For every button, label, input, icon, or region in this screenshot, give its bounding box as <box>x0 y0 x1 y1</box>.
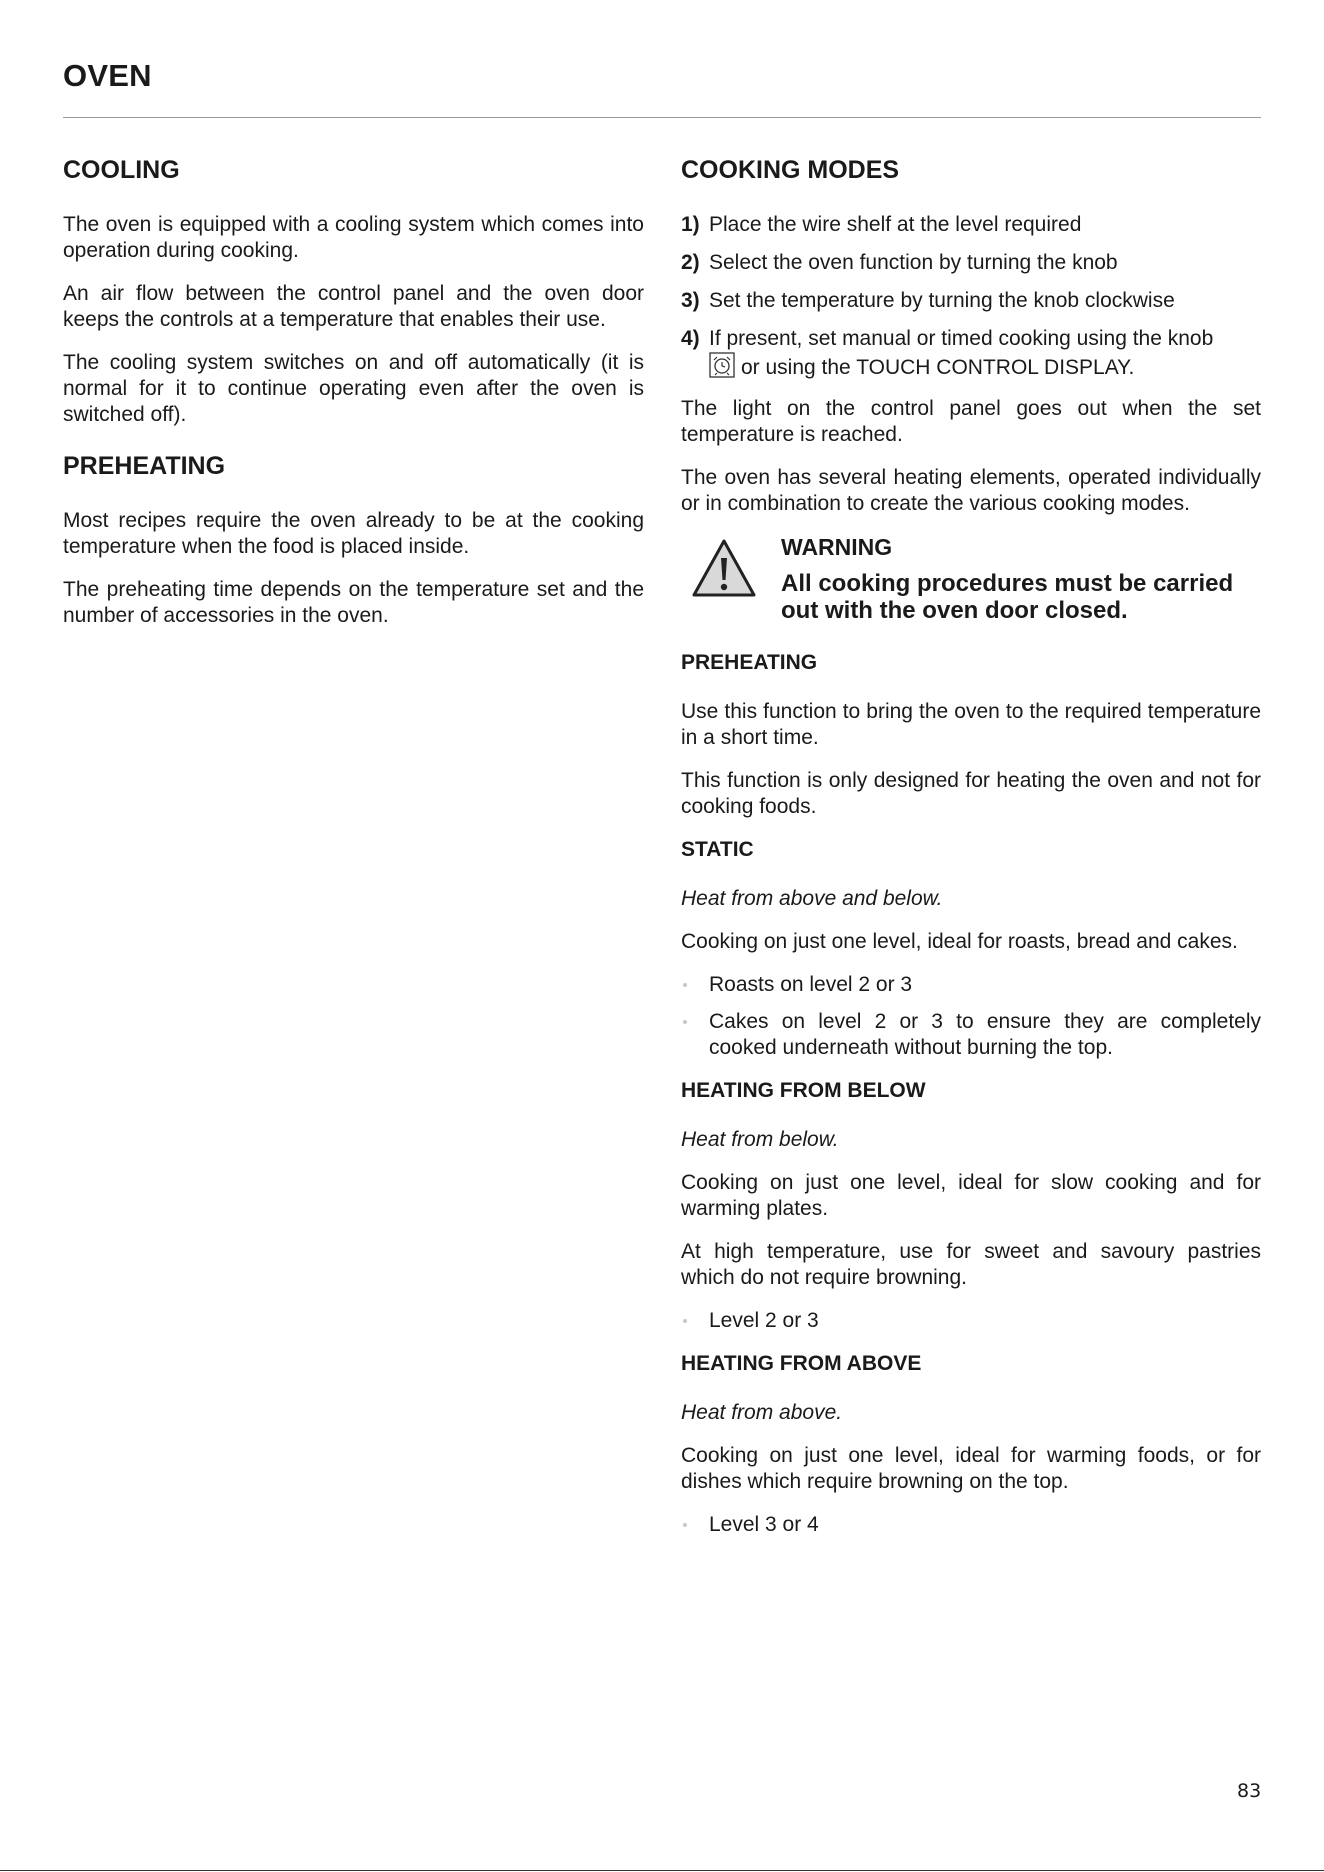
heating-below-bullets <box>681 1308 1261 1334</box>
preheating-heading: PREHEATING <box>63 452 226 480</box>
cooling-heading: COOLING <box>63 156 180 184</box>
warning-box <box>681 534 1261 630</box>
heating-below-paragraph: At high temperature, use for sweet and savoury pastries which do not require browning. <box>681 1240 1261 1289</box>
step-text: Place the wire shelf at the level required <box>709 213 1082 236</box>
header-divider <box>63 117 1261 118</box>
static-paragraph: Cooking on just one level, ideal for roasts, bread and cakes. <box>681 930 1238 953</box>
preheating-mode-paragraph: This function is only designed for heating the oven and not for cooking foods. <box>681 769 1261 818</box>
step-item <box>681 288 1261 314</box>
timer-knob-icon <box>709 352 735 378</box>
warning-triangle-icon <box>691 538 757 598</box>
warning-title: WARNING <box>781 534 893 560</box>
static-subtitle: Heat from above and below. <box>681 887 943 910</box>
preheating-paragraph: Most recipes require the oven already to be at the cooking temperature when the food is placed inside. <box>63 509 644 558</box>
step-text: or using the TOUCH CONTROL DISPLAY. <box>741 356 1135 379</box>
cooking-modes-heading: COOKING MODES <box>681 156 900 184</box>
heating-below-heading: HEATING FROM BELOW <box>681 1079 926 1102</box>
page-title: OVEN <box>63 58 152 93</box>
step-text: Select the oven function by turning the knob <box>709 251 1118 274</box>
list-item: Roasts on level 2 or 3 <box>681 972 1261 998</box>
preheating-mode-paragraph: Use this function to bring the oven to the required temperature in a short time. <box>681 700 1261 749</box>
list-item: Level 3 or 4 <box>681 1512 1261 1538</box>
steps-list <box>681 212 1261 381</box>
cooling-paragraph: An air flow between the control panel and the oven door keeps the controls at a temperature that enables their use. <box>63 282 644 331</box>
heating-above-subtitle: Heat from above. <box>681 1401 843 1424</box>
list-item: Cakes on level 2 or 3 to ensure they are completely cooked underneath without burning the top. <box>681 1009 1261 1061</box>
step-number: 4) <box>681 327 700 350</box>
left-column <box>63 154 644 646</box>
heating-below-subtitle: Heat from below. <box>681 1128 839 1151</box>
step-number: 2) <box>681 251 700 274</box>
right-column <box>681 154 1261 1555</box>
static-heading: STATIC <box>681 838 754 861</box>
step-item <box>681 326 1261 381</box>
step-number: 3) <box>681 289 700 312</box>
bottom-divider <box>0 1870 1324 1871</box>
step-item <box>681 250 1261 276</box>
step-item <box>681 212 1261 238</box>
list-item: Level 2 or 3 <box>681 1308 1261 1334</box>
page-number: 83 <box>1237 1780 1262 1802</box>
preheating-mode-heading: PREHEATING <box>681 651 818 674</box>
cooling-paragraph: The cooling system switches on and off automatically (it is normal for it to continue operating even after the oven is switched off). <box>63 351 644 426</box>
step-text: Set the temperature by turning the knob clockwise <box>709 289 1175 312</box>
static-bullets <box>681 972 1261 1061</box>
heating-above-bullets <box>681 1512 1261 1538</box>
light-paragraph: The light on the control panel goes out when the set temperature is reached. <box>681 397 1261 446</box>
step-number: 1) <box>681 213 700 236</box>
preheating-paragraph: The preheating time depends on the temperature set and the number of accessories in the oven. <box>63 578 644 627</box>
step-text: If present, set manual or timed cooking using the knob <box>709 327 1214 350</box>
heating-above-paragraph: Cooking on just one level, ideal for warming foods, or for dishes which require browning on the top. <box>681 1444 1261 1493</box>
cooling-paragraph: The oven is equipped with a cooling system which comes into operation during cooking. <box>63 213 644 262</box>
warning-text: All cooking procedures must be carried out with the oven door closed. <box>781 570 1234 624</box>
elements-paragraph: The oven has several heating elements, operated individually or in combination to create the various cooking modes. <box>681 466 1261 515</box>
heating-below-paragraph: Cooking on just one level, ideal for slow cooking and for warming plates. <box>681 1171 1261 1220</box>
heating-above-heading: HEATING FROM ABOVE <box>681 1352 922 1375</box>
